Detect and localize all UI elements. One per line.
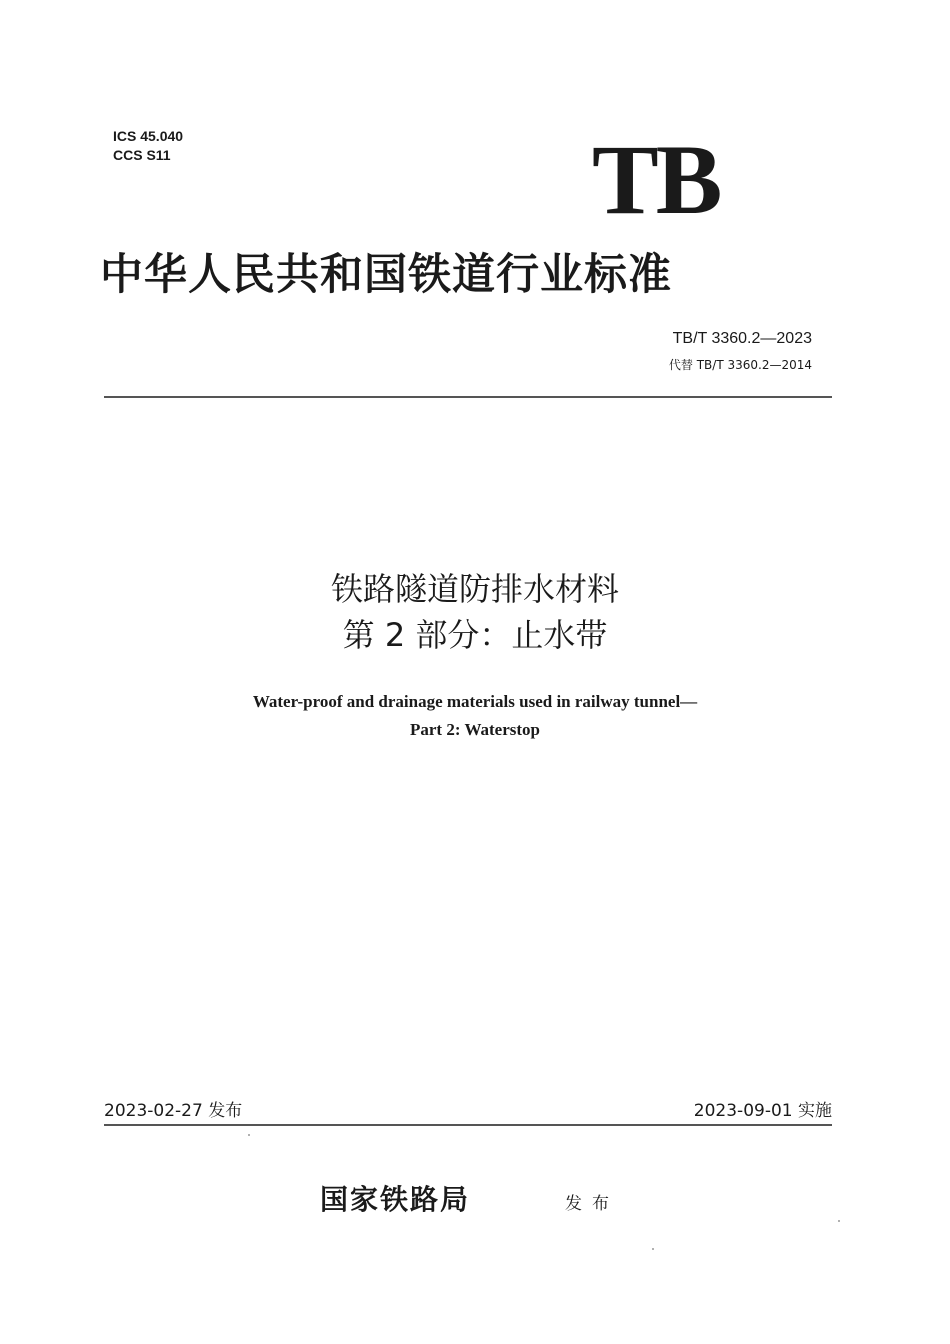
bottom-divider: [104, 1124, 832, 1126]
standard-category-title: 中华人民共和国铁道行业标准: [100, 250, 672, 300]
issuing-authority: 国家铁路局: [320, 1183, 471, 1216]
top-divider: [104, 396, 832, 398]
tb-logo: TB: [592, 124, 720, 235]
ccs-code: CCS S11: [113, 147, 171, 163]
english-title-line-1: Water-proof and drainage materials used in railway tunnel—: [252, 692, 698, 711]
scan-speck: [838, 1220, 840, 1222]
issuer-suffix: 发布: [565, 1194, 619, 1214]
chinese-title-line-1: 铁路隧道防排水材料: [330, 570, 619, 608]
implementation-date: 2023-09-01 实施: [693, 1101, 832, 1121]
scan-speck: [248, 1134, 250, 1136]
english-title-line-2: Part 2: Waterstop: [410, 720, 540, 739]
chinese-title-line-2: 第 2 部分：止水带: [342, 616, 608, 654]
ics-code: ICS 45.040: [113, 128, 184, 144]
replaced-standard: 代替 TB/T 3360.2—2014: [668, 358, 812, 372]
standard-number: TB/T 3360.2—2023: [672, 330, 812, 347]
issue-date: 2023-02-27 发布: [104, 1101, 243, 1121]
scan-speck: [652, 1248, 654, 1250]
